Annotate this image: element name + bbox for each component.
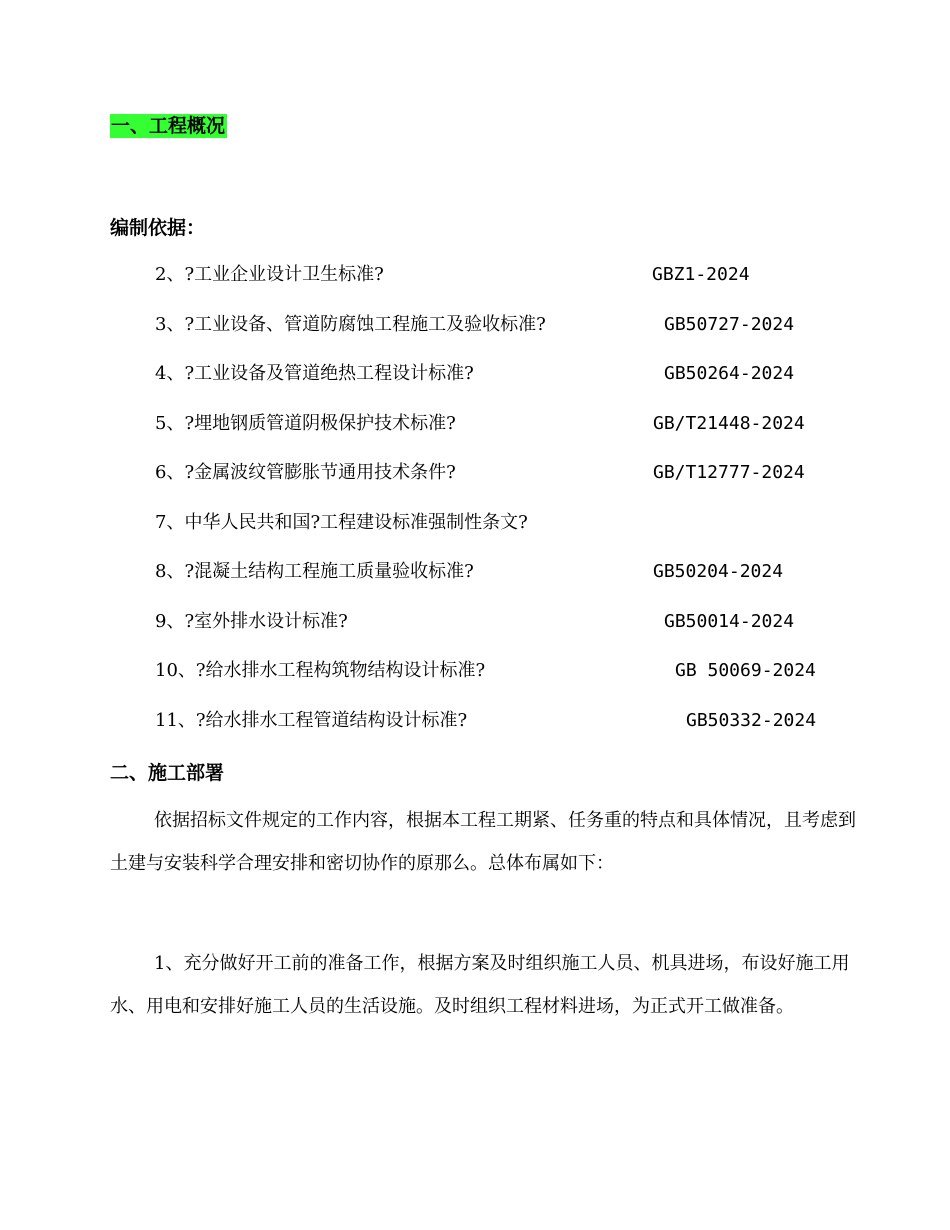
- standard-code: GB50204-2024: [653, 561, 784, 582]
- body-paragraph: 1、充分做好开工前的准备工作，根据方案及时组织施工人员、机具进场，布设好施工用水、用电和安排好施工人员的生活设施。及时组织工程材料进场，为正式开工做准备。: [110, 953, 850, 1017]
- standard-code: GB 50069-2024: [675, 660, 816, 681]
- standard-title: 2、?工业企业设计卫生标准?: [155, 264, 384, 285]
- standard-title: 3、?工业设备、管道防腐蚀工程施工及验收标准?: [155, 313, 546, 335]
- section-heading-deployment: 二、施工部署: [110, 762, 225, 784]
- standard-code: GB50332-2024: [686, 709, 817, 731]
- standard-code: GBZ1-2024: [652, 264, 750, 285]
- standard-item: [0, 559, 950, 609]
- highlighted-heading-text: 一、工程概况: [111, 115, 226, 137]
- standard-title: 5、?埋地钢质管道阴极保护技术标准?: [155, 412, 456, 434]
- standard-title: 7、中华人民共和国?工程建设标准强制性条文?: [155, 511, 528, 533]
- standard-title: 6、?金属波纹管膨胀节通用技术条件?: [155, 462, 456, 483]
- standard-code: GB50014-2024: [664, 610, 795, 632]
- body-paragraph: 依据招标文件规定的工作内容，根据本工程工期紧、任务重的特点和具体情况，且考虑到土建与安装科学合理安排和密切协作的原那么。总体布属如下：: [110, 810, 856, 874]
- standard-title: 10、?给水排水工程构筑物结构设计标准?: [155, 660, 486, 681]
- standard-code: GB/T21448-2024: [653, 412, 805, 434]
- standard-item: [0, 510, 950, 560]
- standard-item: [0, 708, 950, 758]
- section-heading-overview: [110, 113, 227, 139]
- standard-item: [0, 262, 950, 312]
- standard-title: 8、?混凝土结构工程施工质量验收标准?: [155, 561, 474, 582]
- standards-list: [0, 262, 950, 757]
- basis-heading: 编制依据：: [110, 217, 206, 239]
- standard-title: 4、?工业设备及管道绝热工程设计标准?: [155, 363, 474, 384]
- standard-item: [0, 460, 950, 510]
- standard-code: GB50264-2024: [664, 363, 795, 384]
- standard-item: [0, 361, 950, 411]
- standard-title: 9、?室外排水设计标准?: [155, 610, 348, 632]
- standard-title: 11、?给水排水工程管道结构设计标准?: [155, 709, 468, 731]
- standard-item: [0, 312, 950, 362]
- standard-item: [0, 411, 950, 461]
- standard-code: GB/T12777-2024: [653, 462, 805, 483]
- standard-item: [0, 658, 950, 708]
- standard-code: GB50727-2024: [664, 313, 795, 335]
- standard-item: [0, 609, 950, 659]
